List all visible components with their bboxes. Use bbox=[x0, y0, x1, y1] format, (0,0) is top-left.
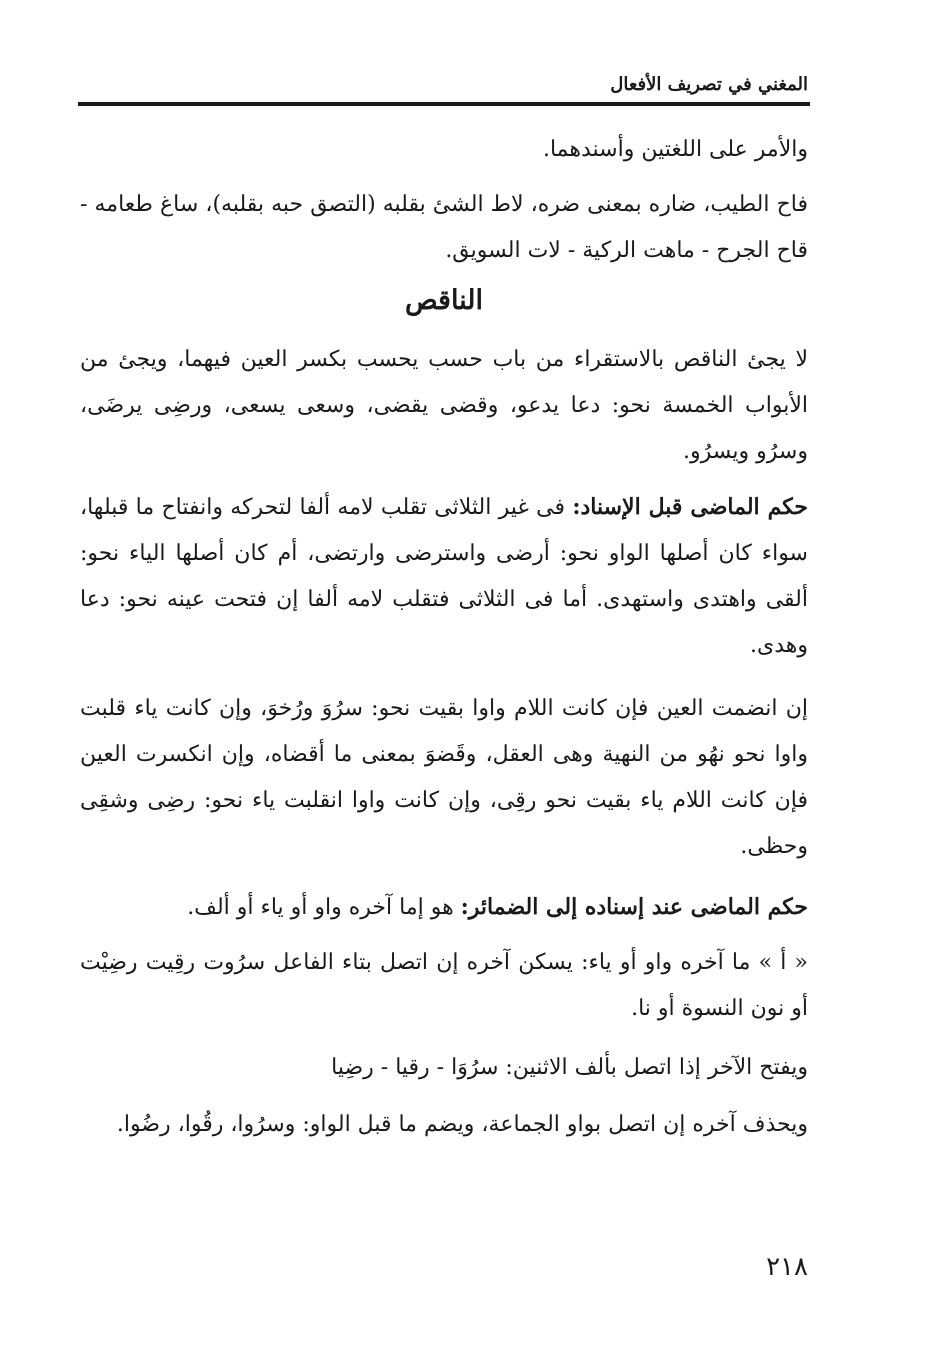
paragraph-7: « أ » ما آخره واو أو ياء: يسكن آخره إن اتصل بتاء الفاعل سرُوت رقِيت رضِيْت أو نون النسوة أو نا. bbox=[80, 950, 808, 1021]
paragraph-8: ويفتح الآخر إذا اتصل بألف الاثنين: سرُوَا - رقيا - رضِيا bbox=[331, 1055, 808, 1080]
paragraph-2: فاح الطيب، ضاره بمعنى ضره، لاط الشئ بقلبه (التصق حبه بقلبه)، ساغ طعامه - قاح الجرح - ماهت الركية - لات السويق. bbox=[80, 192, 808, 263]
section-title: الناقص bbox=[404, 285, 484, 316]
paragraph-6-term: حكم الماضى عند إسناده إلى الضمائر: bbox=[460, 894, 808, 920]
paragraph-5: إن انضمت العين فإن كانت اللام واوا بقيت نحو: سرُوَ ورُخوَ، وإن كانت ياء قلبت واوا نحو نهُو من النهية وهى العقل، وقَضوَ بمعنى ما أقضاه، وإن انكسرت العين فإن كانت اللام ياء بقيت نحو رقِى، وإن كانت واوا انقلبت ياء نحو: رضِى وشقِى وحظى. bbox=[80, 696, 808, 859]
paragraph-4-term: حكم الماضى قبل الإسناد: bbox=[572, 494, 809, 520]
paragraph-1: والأمر على اللغتين وأسندهما. bbox=[542, 137, 808, 162]
header-rule bbox=[78, 102, 810, 106]
paragraph-9: ويحذف آخره إن اتصل بواو الجماعة، ويضم ما قبل الواو: وسرُوا، رقُوا، رضُوا. bbox=[116, 1112, 808, 1137]
page-number: ٢١٨ bbox=[766, 1252, 808, 1282]
running-head: المغني في تصريف الأفعال bbox=[610, 74, 808, 95]
paragraph-4 bbox=[80, 484, 808, 669]
paragraph-4-body: فى غير الثلاثى تقلب لامه ألفا لتحركه وانفتاح ما قبلها، سواء كان أصلها الواو نحو: أرضى واسترضى وارتضى، أم كان أصلها الياء نحو: ألقى واهتدى واستهدى. أما فى الثلاثى فتقلب لامه ألفا إن فتحت عينه نحو: دعا وهدى. bbox=[80, 495, 808, 658]
paragraph-3: لا يجئ الناقص بالاستقراء من باب حسب يحسب بكسر العين فيهما، ويجئ من الأبواب الخمسة نحو: دعا يدعو، وقضى يقضى، وسعى يسعى، ورضِى يرضَى، وسرُو ويسرُو. bbox=[80, 347, 808, 464]
paragraph-6 bbox=[80, 884, 808, 931]
paragraph-6-body: هو إما آخره واو أو ياء أو ألف. bbox=[187, 895, 461, 920]
